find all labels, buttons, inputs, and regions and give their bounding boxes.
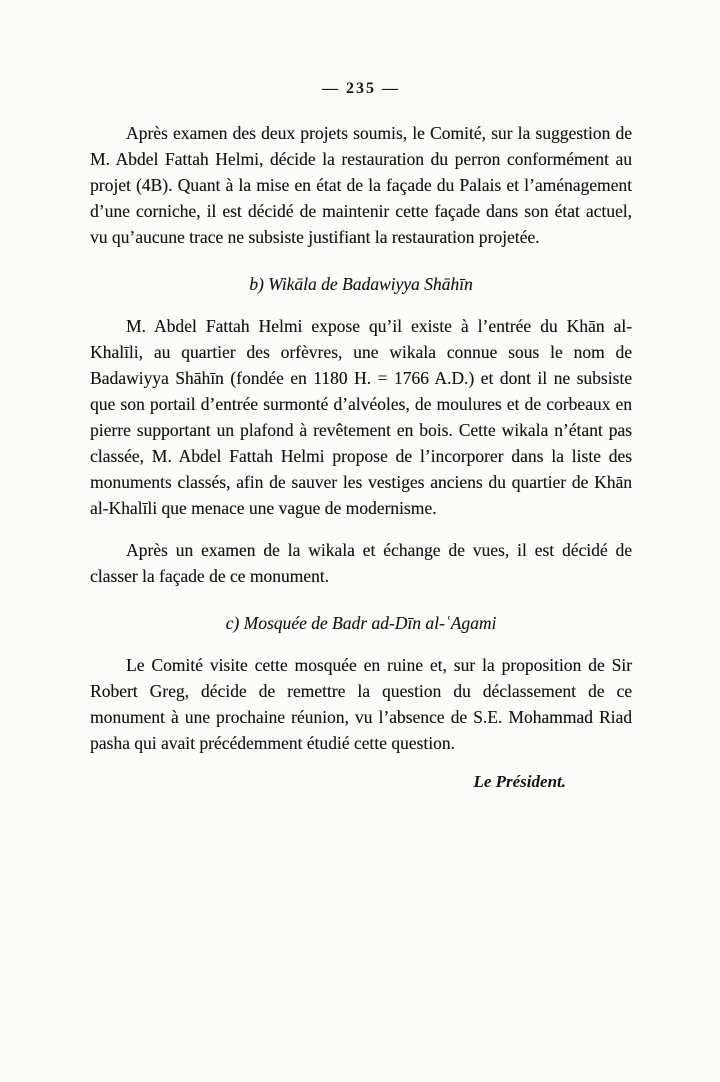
paragraph-wikala-decision: Après un examen de la wikala et échange de vues, il est décidé de classer la façade de ce monument. bbox=[90, 540, 632, 586]
paragraph-mosquee: Le Comité visite cette mosquée en ruine et, sur la proposition de Sir Robert Greg, décide de remettre la question du déclassement de ce monument à une prochaine réunion, vu l’absence de S.E. Mohammad Riad pasha qui avait précédemment étudié cette question. bbox=[90, 655, 632, 753]
paragraph-wikala-description: M. Abdel Fattah Helmi expose qu’il existe à l’entrée du Khān al-Khalīli, au quartier des orfèvres, une wikala connue sous le nom de Badawiyya Shāhīn (fondée en 1180 H. = 1766 A.D.) et dont il ne subsiste que son portail d’entrée surmonté d’alvéoles, de moulures et de corbeaux en pierre supportant un plafond à revêtement en bois. Cette wikala n’étant pas classée, M. Abdel Fattah Helmi propose de l’incorporer dans la liste des monuments classés, afin de sauver les vestiges anciens du quartier de Khān al-Khalīli que menace une vague de modernisme. bbox=[90, 316, 632, 518]
signature-le-president: Le Président. bbox=[473, 772, 566, 791]
section-heading-c: c) Mosquée de Badr ad-Dīn al-ʿAgami bbox=[225, 613, 497, 633]
page-number: — 235 — bbox=[322, 80, 400, 97]
paragraph-intro: Après examen des deux projets soumis, le Comité, sur la suggestion de M. Abdel Fattah Helmi, décide la restauration du perron conformément au projet (4B). Quant à la mise en état de la façade du Palais et l’aménagement d’une corniche, il est décidé de maintenir cette façade dans son état actuel, vu qu’aucune trace ne subsiste justifiant la restauration projetée. bbox=[90, 123, 632, 247]
section-heading-b: b) Wikāla de Badawiyya Shāhīn bbox=[249, 274, 473, 294]
